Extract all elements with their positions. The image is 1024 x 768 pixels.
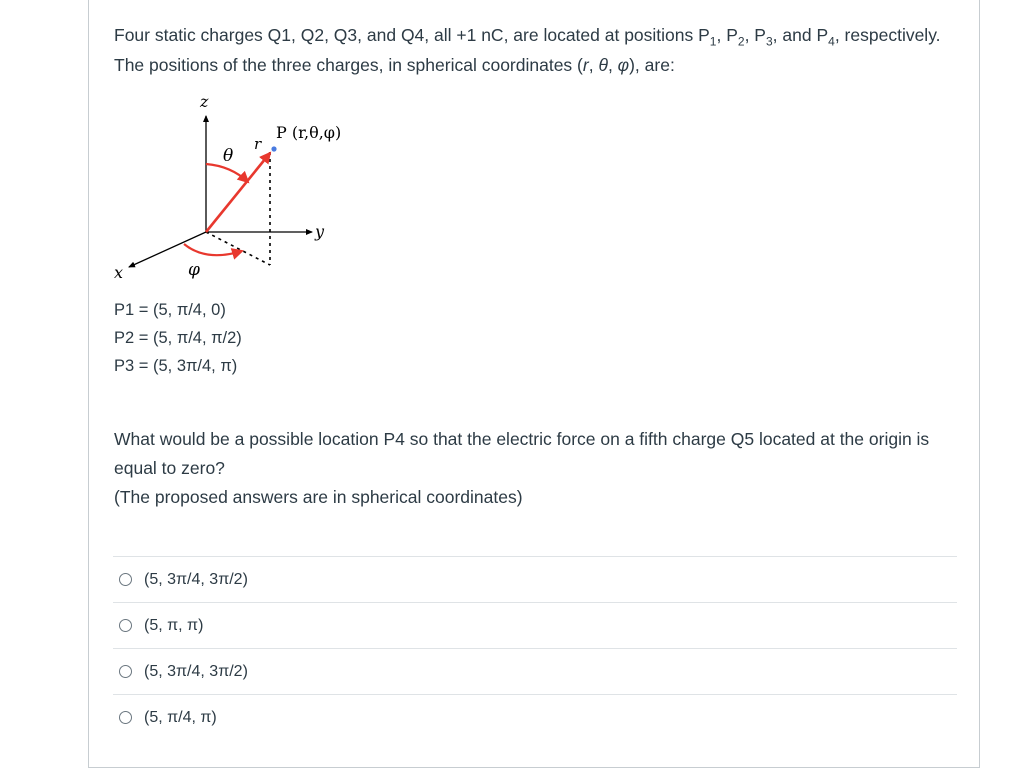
position-p3: P3 = (5, 3π/4, π)	[114, 357, 238, 375]
intro-text-2: , respectively. The positions of the three charges, in spherical coordinates (	[114, 25, 941, 75]
intro-sub-3: 3	[765, 34, 773, 49]
intro-text-3: ), are:	[629, 55, 675, 75]
question-intro	[114, 20, 974, 80]
intro-symbol-r: r	[582, 55, 589, 75]
answer-label: (5, 3π/4, 3π/2)	[144, 662, 248, 680]
answer-option-3[interactable]	[113, 648, 957, 694]
intro-text-1: Four static charges Q1, Q2, Q3, and Q4, all +1 nC, are located at positions P	[114, 25, 710, 45]
spherical-coordinates-diagram	[106, 84, 366, 284]
intro-sep-1: , P	[716, 25, 738, 45]
x-axis-label: x	[114, 263, 124, 282]
charge-positions	[114, 296, 242, 380]
question-note: (The proposed answers are in spherical coordinates)	[114, 487, 523, 507]
radio-button[interactable]	[119, 619, 132, 632]
position-p1: P1 = (5, π/4, 0)	[114, 301, 226, 319]
phi-label: φ	[188, 260, 200, 280]
point-label: P (r,θ,φ)	[276, 123, 342, 142]
answer-option-2[interactable]	[113, 602, 957, 648]
question-line: What would be a possible location P4 so that the electric force on a fifth charge Q5 located at the origin is equal to zero?	[114, 429, 930, 478]
theta-arc	[206, 164, 248, 182]
y-axis-label: y	[315, 222, 325, 241]
question-text	[114, 425, 964, 512]
intro-sep-2: , P	[744, 25, 766, 45]
answer-label: (5, 3π/4, 3π/2)	[144, 570, 248, 588]
answer-option-1[interactable]	[113, 556, 957, 602]
intro-comma-2: ,	[607, 55, 618, 75]
intro-sub-1: 1	[709, 34, 717, 49]
radio-button[interactable]	[119, 665, 132, 678]
position-p2: P2 = (5, π/4, π/2)	[114, 329, 242, 347]
answer-label: (5, π, π)	[144, 616, 204, 634]
answer-options	[113, 556, 957, 740]
projection-dashed-floor	[206, 232, 270, 265]
intro-comma-1: ,	[588, 55, 599, 75]
intro-sub-2: 2	[737, 34, 745, 49]
radio-button[interactable]	[119, 573, 132, 586]
radio-button[interactable]	[119, 711, 132, 724]
intro-symbol-phi: φ	[617, 55, 630, 75]
theta-label: θ	[223, 146, 234, 166]
point-p	[271, 146, 276, 151]
intro-symbol-theta: θ	[598, 55, 608, 75]
z-axis-label: z	[200, 92, 209, 111]
intro-sep-3: , and P	[772, 25, 829, 45]
r-label: r	[254, 135, 262, 153]
intro-sub-4: 4	[828, 34, 835, 49]
answer-label: (5, π/4, π)	[144, 708, 217, 726]
answer-option-4[interactable]	[113, 694, 957, 740]
